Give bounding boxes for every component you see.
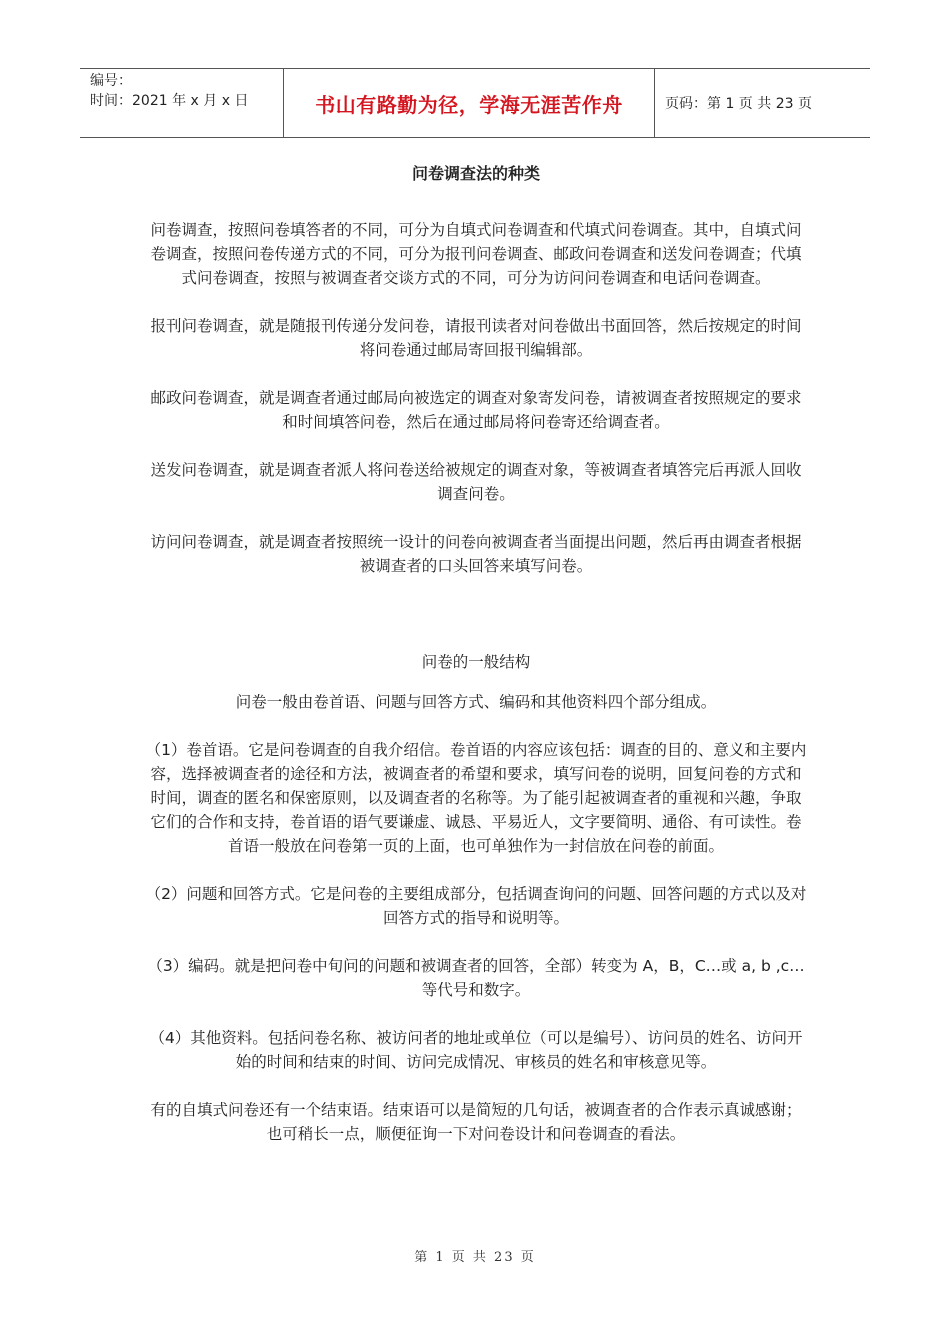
paragraph-questions: （2）问题和回答方式。它是问卷的主要组成部分，包括调查询问的问题、回答问题的方式以及对回答方式的指导和说明等。 <box>145 885 807 927</box>
serial-number-label: 编号： <box>90 73 132 89</box>
document-body <box>145 162 807 1170</box>
document-header <box>80 68 870 138</box>
paragraph-newspaper-survey: 报刊问卷调查，就是随报刊传递分发问卷，请报刊读者对问卷做出书面回答，然后按规定的时间将问卷通过邮局寄回报刊编辑部。 <box>150 317 802 359</box>
paragraph-coding: （3）编码。就是把问卷中旬问的问题和被调查者的回答，全部）转变为 A，B，C…或 a, b ,c…等代号和数字。 <box>147 957 805 999</box>
header-meta-cell <box>80 69 283 137</box>
document-title: 问卷调查法的种类 <box>411 164 540 183</box>
header-motto-cell <box>283 69 655 137</box>
header-page-cell <box>655 69 870 137</box>
header-page-info: 页码：第 1 页 共 23 页 <box>665 96 812 112</box>
paragraph-intro: 问卷调查，按照问卷填答者的不同，可分为自填式问卷调查和代填式问卷调查。其中，自填式问卷调查，按照问卷传递方式的不同，可分为报刊问卷调查、邮政问卷调查和送发问卷调查；代填式问卷调查，按照与被调查者交谈方式的不同，可分为访问问卷调查和电话问卷调查。 <box>150 221 802 287</box>
paragraph-structure-overview: 问卷一般由卷首语、问题与回答方式、编码和其他资料四个部分组成。 <box>235 693 717 711</box>
paragraph-interview-survey: 访问问卷调查，就是调查者按照统一设计的问卷向被调查者当面提出问题，然后再由调查者根据被调查者的口头回答来填写问卷。 <box>150 533 802 575</box>
date-line: 时间：2021 年 x 月 x 日 <box>90 93 249 109</box>
section-title: 问卷的一般结构 <box>421 653 531 671</box>
paragraph-postal-survey: 邮政问卷调查，就是调查者通过邮局向被选定的调查对象寄发问卷，请被调查者按照规定的要求和时间填答问卷，然后在通过邮局将问卷寄还给调查者。 <box>150 389 802 431</box>
paragraph-delivery-survey: 送发问卷调查，就是调查者派人将问卷送给被规定的调查对象，等被调查者填答完后再派人回收调查问卷。 <box>150 461 802 503</box>
page-footer: 第 1 页 共 23 页 <box>414 1250 536 1265</box>
paragraph-other-info: （4）其他资料。包括问卷名称、被访问者的地址或单位（可以是编号）、访问员的姓名、访问开始的时间和结束的时间、访问完成情况、审核员的姓名和审核意见等。 <box>149 1029 803 1071</box>
motto-text: 书山有路勤为径，学海无涯苦作舟 <box>315 92 623 117</box>
paragraph-preface: （1）卷首语。它是问卷调查的自我介绍信。卷首语的内容应该包括：调查的目的、意义和主要内容，选择被调查者的途径和方法，被调查者的希望和要求，填写问卷的说明，回复问卷的方式和时间，调查的匿名和保密原则，以及调查者的名称等。为了能引起被调查者的重视和兴趣，争取它们的合作和支持，卷首语的语气要谦虚、诚恳、平易近人，文字要简明、通俗、有可读性。卷首语一般放在问卷第一页的上面，也可单独作为一封信放在问卷的前面。 <box>145 741 807 855</box>
paragraph-closing: 有的自填式问卷还有一个结束语。结束语可以是简短的几句话，被调查者的合作表示真诚感谢；也可稍长一点，顺便征询一下对问卷设计和问卷调查的看法。 <box>150 1101 802 1143</box>
